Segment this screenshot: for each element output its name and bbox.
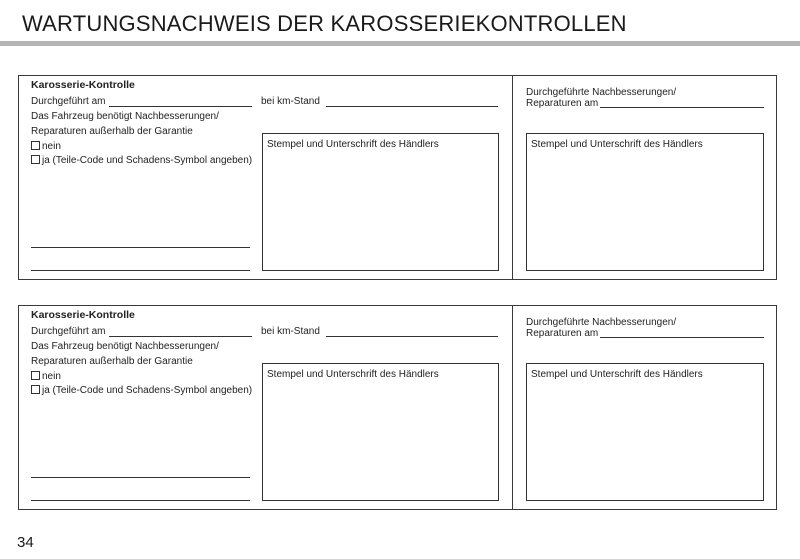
km-reading-field[interactable] [326, 336, 498, 337]
dealer-stamp-label: Stempel und Unterschrift des Händlers [267, 369, 439, 380]
km-reading-label: bei km-Stand [261, 326, 320, 337]
option-no-label: nein [42, 371, 61, 382]
option-no-label: nein [42, 141, 61, 152]
repair-needed-text-line2: Reparaturen außerhalb der Garantie [31, 126, 193, 137]
repair-needed-text-line2: Reparaturen außerhalb der Garantie [31, 356, 193, 367]
performed-date-field[interactable] [109, 106, 252, 107]
option-yes[interactable] [31, 385, 252, 396]
option-yes-label: ja (Teile-Code und Schadens-Symbol angeben) [42, 155, 253, 166]
checkbox-yes[interactable] [31, 155, 40, 164]
option-yes[interactable] [31, 155, 252, 166]
title-rule [0, 41, 800, 46]
parts-code-line-2[interactable] [31, 270, 250, 271]
card-divider [512, 306, 513, 509]
dealer-stamp-label-right: Stempel und Unterschrift des Händlers [531, 369, 703, 380]
dealer-stamp-box[interactable] [262, 133, 499, 271]
performed-date-label: Durchgeführt am [31, 96, 106, 107]
option-no[interactable] [31, 141, 61, 152]
repair-needed-text-line1: Das Fahrzeug benötigt Nachbesserungen/ [31, 111, 219, 122]
card-heading: Karosserie-Kontrolle [31, 79, 135, 91]
repairs-done-date-field[interactable] [600, 107, 764, 108]
inspection-card-2 [18, 305, 777, 510]
card-heading: Karosserie-Kontrolle [31, 309, 135, 321]
parts-code-line-1[interactable] [31, 247, 250, 248]
checkbox-no[interactable] [31, 371, 40, 380]
repair-needed-text-line1: Das Fahrzeug benötigt Nachbesserungen/ [31, 341, 219, 352]
page-number: 34 [17, 534, 34, 551]
repairs-done-line2: Reparaturen am [526, 98, 599, 109]
repairs-done-line1: Durchgeführte Nachbesserungen/ [526, 317, 677, 328]
parts-code-line-2[interactable] [31, 500, 250, 501]
page-title: WARTUNGSNACHWEIS DER KAROSSERIEKONTROLLEN [22, 11, 627, 36]
km-reading-label: bei km-Stand [261, 96, 320, 107]
dealer-stamp-box-right[interactable] [526, 363, 764, 501]
performed-date-field[interactable] [109, 336, 252, 337]
checkbox-yes[interactable] [31, 385, 40, 394]
performed-date-label: Durchgeführt am [31, 326, 106, 337]
repairs-done-line2: Reparaturen am [526, 328, 599, 339]
dealer-stamp-label-right: Stempel und Unterschrift des Händlers [531, 139, 703, 150]
dealer-stamp-label: Stempel und Unterschrift des Händlers [267, 139, 439, 150]
parts-code-line-1[interactable] [31, 477, 250, 478]
option-no[interactable] [31, 371, 61, 382]
option-yes-label: ja (Teile-Code und Schadens-Symbol angeben) [42, 385, 253, 396]
repairs-done-line1: Durchgeführte Nachbesserungen/ [526, 87, 677, 98]
card-divider [512, 76, 513, 279]
inspection-card-1 [18, 75, 777, 280]
dealer-stamp-box[interactable] [262, 363, 499, 501]
repairs-done-date-field[interactable] [600, 337, 764, 338]
km-reading-field[interactable] [326, 106, 498, 107]
checkbox-no[interactable] [31, 141, 40, 150]
dealer-stamp-box-right[interactable] [526, 133, 764, 271]
